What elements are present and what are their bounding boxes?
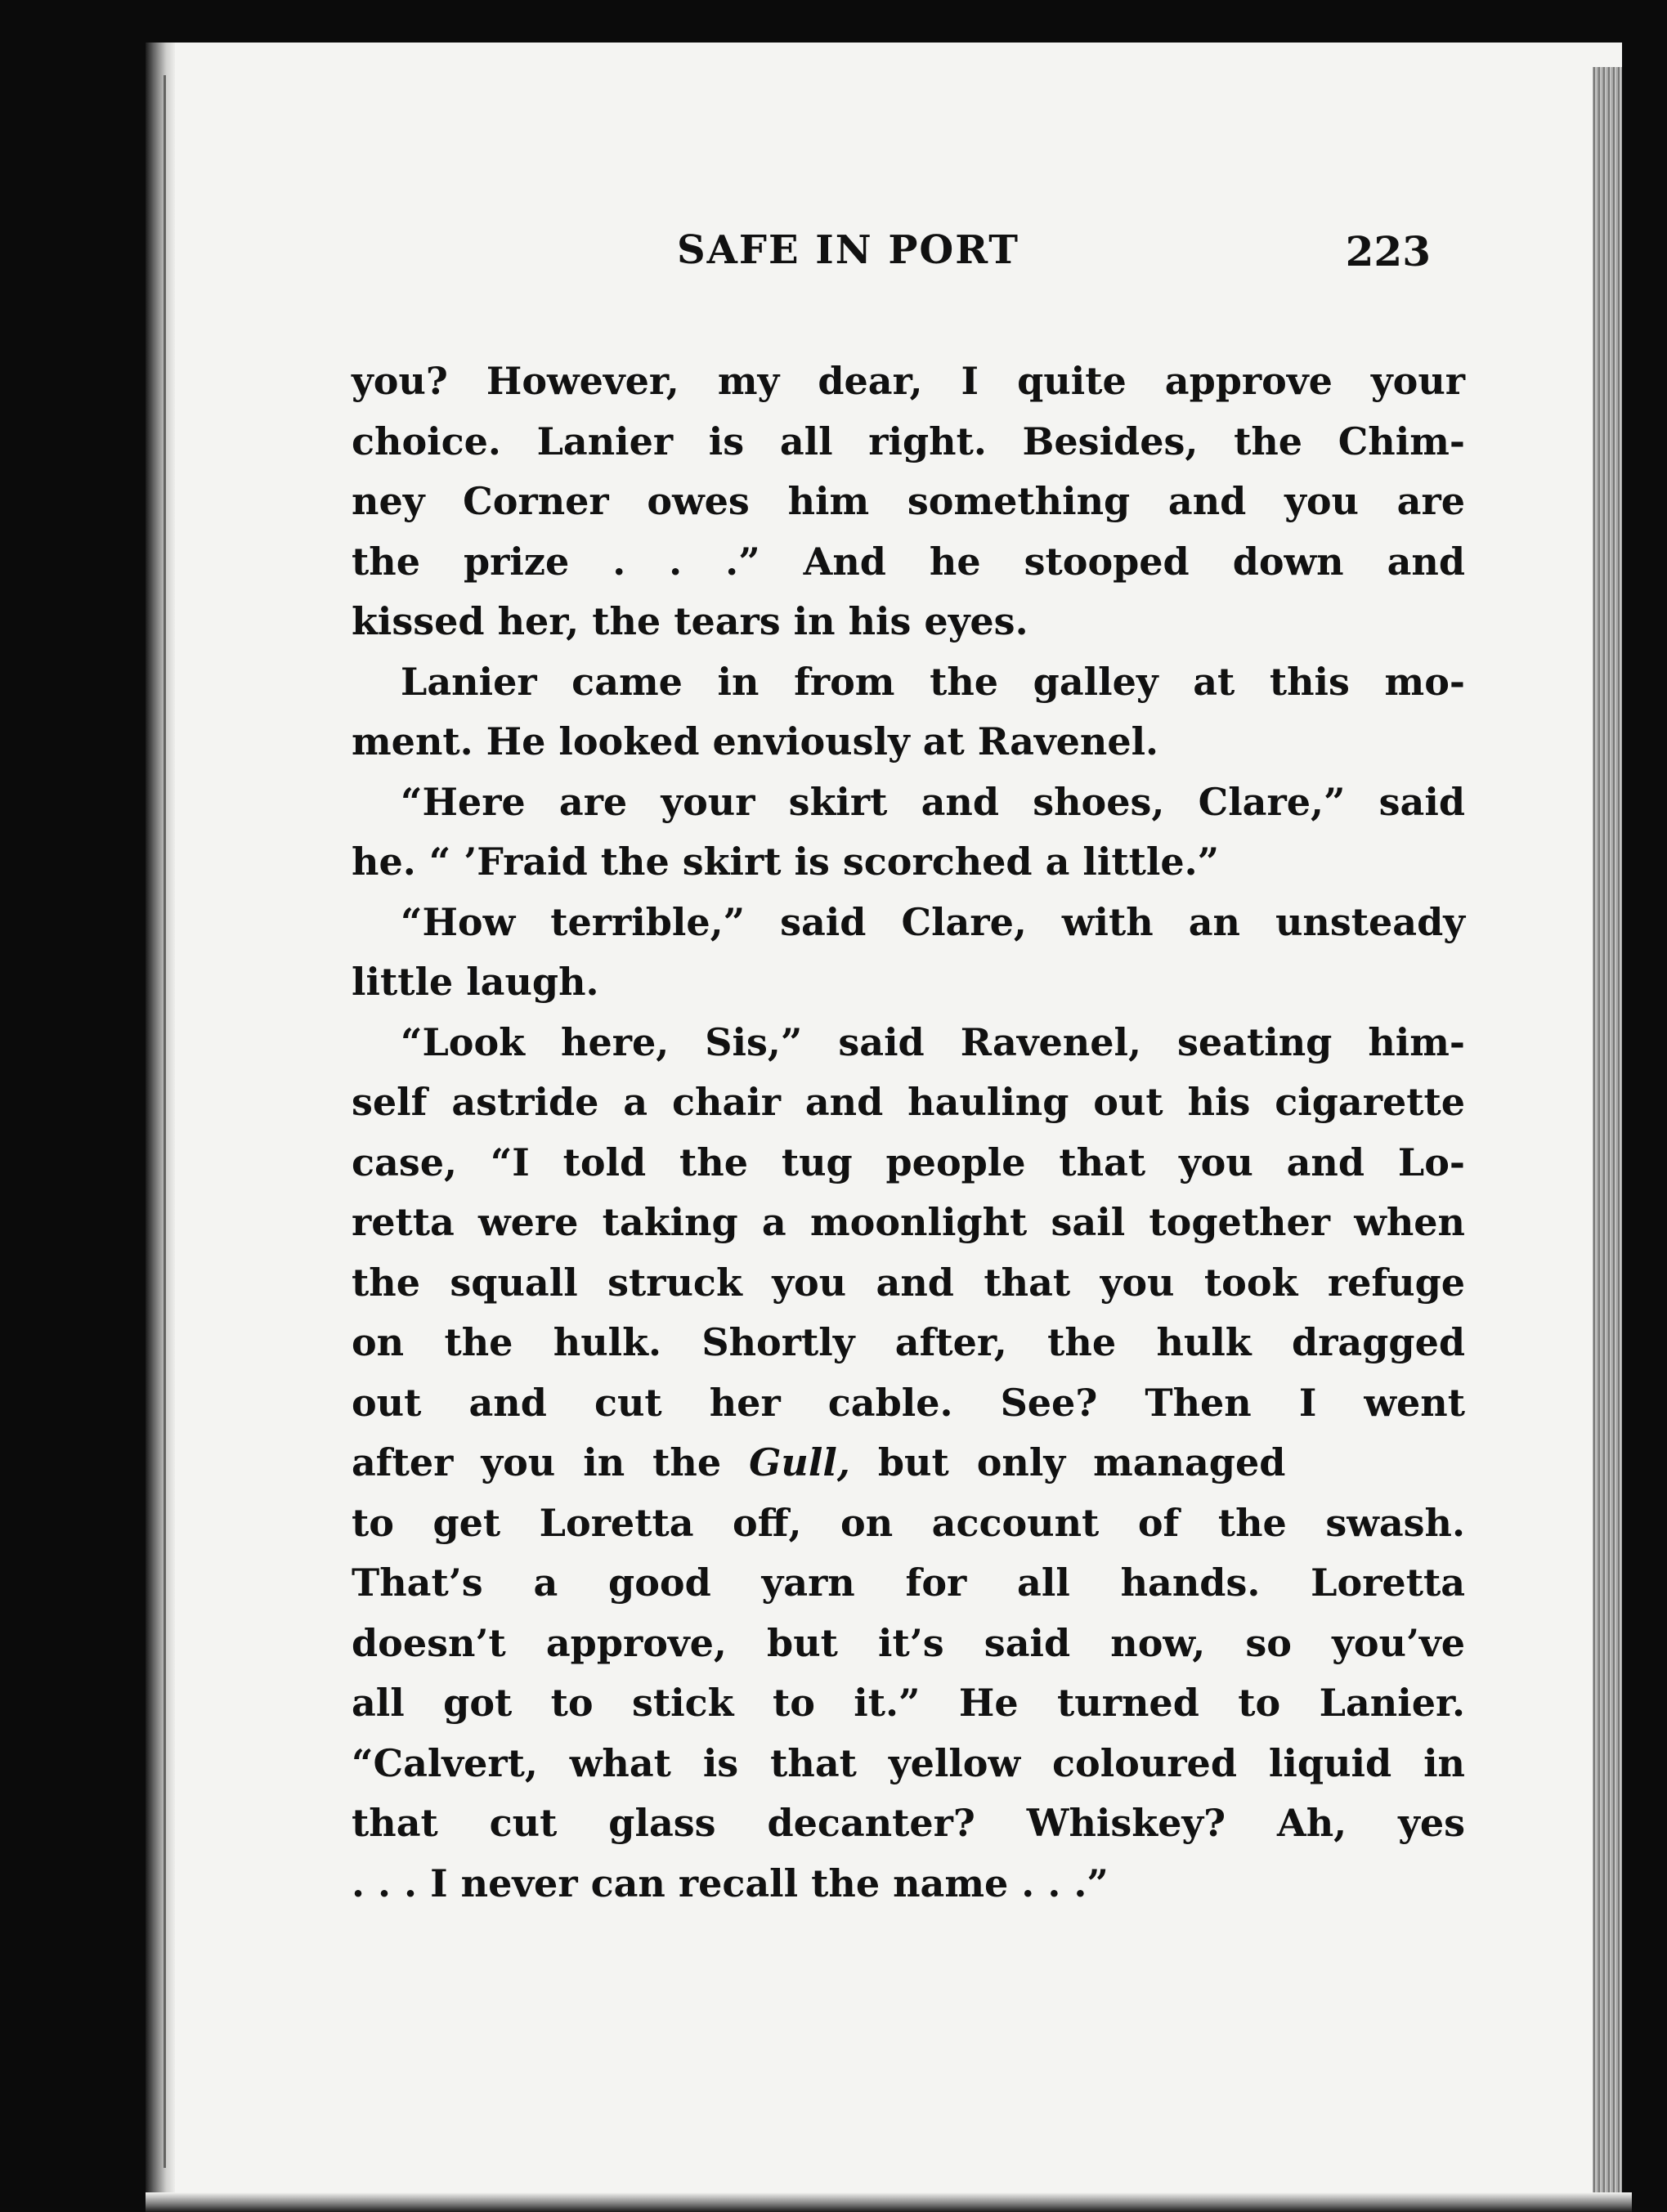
text-line: retta were taking a moonlight sail together when <box>352 1200 1465 1244</box>
text-segment: “Look here, Sis,” said Ravenel, seating him- <box>401 1019 1465 1064</box>
text-line: that cut glass decanter? Whiskey? Ah, yes <box>352 1801 1465 1845</box>
text-line: ney Corner owes him something and you are <box>352 479 1465 523</box>
text-line: the prize . . .” And he stooped down and <box>352 539 1465 584</box>
text-segment: “Here are your skirt and shoes, Clare,” said <box>401 779 1465 824</box>
running-title: SAFE IN PORT <box>677 227 1019 273</box>
text-segment: after you in the <box>352 1440 750 1484</box>
text-line: on the hulk. Shortly after, the hulk dragged <box>352 1320 1465 1364</box>
text-line: self astride a chair and hauling out his cigarette <box>352 1080 1465 1124</box>
text-segment: “How terrible,” said Clare, with an unsteady <box>401 899 1465 944</box>
text-segment: but only managed <box>849 1440 1286 1484</box>
text-line: you? However, my dear, I quite approve your <box>352 359 1465 403</box>
text-line: case, “I told the tug people that you and Lo- <box>352 1140 1465 1184</box>
text-line: doesn’t approve, but it’s said now, so you’ve <box>352 1620 1465 1665</box>
text-line: he. “ ’Fraid the skirt is scorched a little.” <box>352 840 1220 884</box>
running-head <box>146 227 1632 293</box>
text-line: ment. He looked enviously at Ravenel. <box>352 719 1159 763</box>
text-segment: Lanier came in from the galley at this mo- <box>401 659 1465 704</box>
page-gutter <box>146 43 175 2212</box>
text-line: all got to stick to it.” He turned to Lanier. <box>352 1681 1465 1725</box>
body-text <box>352 352 1465 1914</box>
text-line: out and cut her cable. See? Then I went <box>352 1380 1465 1425</box>
ship-name-italic: Gull, <box>749 1440 850 1484</box>
book-page <box>146 43 1632 2212</box>
page-bottom-shadow <box>146 2192 1632 2212</box>
page-edge-dark <box>1622 43 1632 2212</box>
text-line: . . . I never can recall the name . . .” <box>352 1860 1109 1905</box>
text-line <box>352 1013 1465 1073</box>
text-line: little laugh. <box>352 960 599 1004</box>
text-line <box>352 772 1465 833</box>
page-number: 223 <box>1345 227 1431 275</box>
text-line: choice. Lanier is all right. Besides, the Chim- <box>352 419 1465 463</box>
gutter-shadow-line <box>164 75 166 2168</box>
text-line: the squall struck you and that you took refuge <box>352 1260 1465 1305</box>
text-line <box>352 893 1465 953</box>
text-line: That’s a good yarn for all hands. Loretta <box>352 1560 1465 1605</box>
text-line: “Calvert, what is that yellow coloured liquid in <box>352 1740 1465 1785</box>
text-line: to get Loretta off, on account of the swash. <box>352 1500 1465 1545</box>
text-line: kissed her, the tears in his eyes. <box>352 599 1028 643</box>
text-line <box>352 1433 1465 1493</box>
text-line <box>352 652 1465 713</box>
